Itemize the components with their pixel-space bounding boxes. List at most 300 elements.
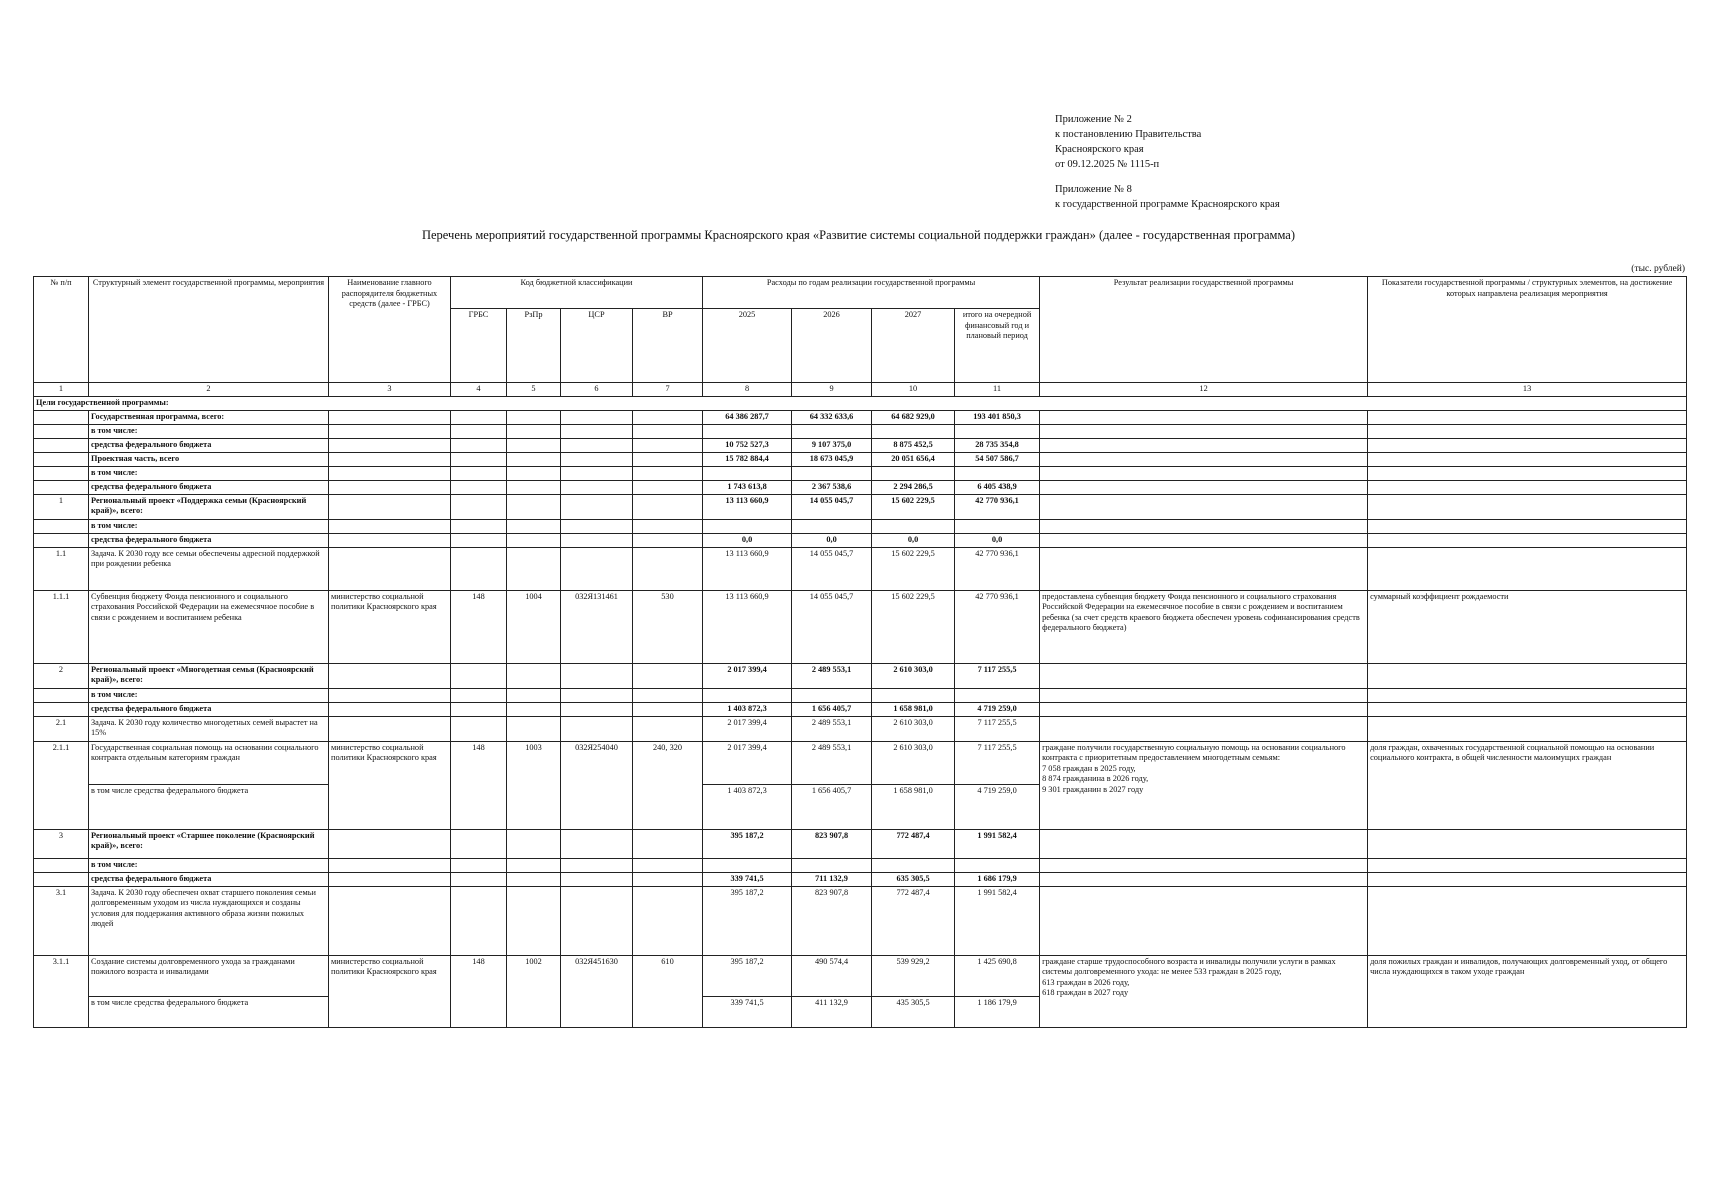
row-total: 193 401 850,3 [955, 410, 1040, 424]
row-element: Региональный проект «Поддержка семьи (Красноярский край)», всего: [89, 494, 329, 519]
table-row [34, 702, 1687, 716]
col-header-grbs-name: Наименование главного распорядителя бюджетных средств (далее - ГРБС) [329, 277, 451, 383]
column-number: 11 [955, 383, 1040, 397]
row-csr [561, 519, 633, 533]
row-element: средства федерального бюджета [89, 480, 329, 494]
row-grbs-name: министерство социальной политики Красноярского края [329, 741, 451, 829]
row-grbs-name [329, 519, 451, 533]
row-element: Государственная программа, всего: [89, 410, 329, 424]
row-grbs-name [329, 410, 451, 424]
col-header-indicators: Показатели государственной программы / структурных элементов, на достижение которых направлена реализация мероприятия [1368, 277, 1687, 383]
col-header-2027: 2027 [872, 309, 955, 383]
row-grbs [451, 480, 507, 494]
row-num: 3.1 [34, 886, 89, 955]
row-rzpr [507, 829, 561, 858]
row-vr: 240, 320 [633, 741, 703, 829]
row-indicator [1368, 533, 1687, 547]
row-num [34, 480, 89, 494]
row-element: в том числе: [89, 688, 329, 702]
row-rzpr [507, 872, 561, 886]
row-vr [633, 872, 703, 886]
row-rzpr: 1004 [507, 590, 561, 663]
row-grbs: 148 [451, 590, 507, 663]
row-rzpr [507, 663, 561, 688]
row-grbs-name [329, 886, 451, 955]
row-rzpr [507, 480, 561, 494]
row-total: 54 507 586,7 [955, 452, 1040, 466]
row-result [1040, 886, 1368, 955]
row-2025: 1 743 613,8 [703, 480, 792, 494]
row-total: 7 117 255,5 [955, 716, 1040, 741]
row-num: 1.1 [34, 547, 89, 590]
row-element: Региональный проект «Старшее поколение (Красноярский край)», всего: [89, 829, 329, 858]
row-2026: 14 055 045,7 [792, 494, 872, 519]
row-grbs [451, 438, 507, 452]
row-csr [561, 533, 633, 547]
row-num [34, 688, 89, 702]
result-text: 618 граждан в 2027 году [1042, 988, 1129, 997]
row-rzpr [507, 438, 561, 452]
row-grbs [451, 829, 507, 858]
row-indicator [1368, 858, 1687, 872]
col-header-2026: 2026 [792, 309, 872, 383]
result-text: 613 граждан в 2026 году, [1042, 977, 1130, 987]
row-vr [633, 886, 703, 955]
row-element: в том числе: [89, 424, 329, 438]
row-total [955, 519, 1040, 533]
row-element: Субвенция бюджету Фонда пенсионного и социального страхования Российской Федерации на ежемесячное пособие в связи с рождением и воспитанием ребенка [89, 590, 329, 663]
row-result [1040, 410, 1368, 424]
row-csr: 032Я254040 [561, 741, 633, 829]
table-row [34, 494, 1687, 519]
row-grbs [451, 466, 507, 480]
row-grbs: 148 [451, 741, 507, 829]
row-2027 [872, 519, 955, 533]
row-2025: 10 752 527,3 [703, 438, 792, 452]
row-element: Создание системы долговременного ухода за гражданами пожилого возраста и инвалидами [89, 955, 329, 996]
row-num [34, 466, 89, 480]
row-2026: 64 332 633,6 [792, 410, 872, 424]
row-2027: 772 487,4 [872, 886, 955, 955]
table-row [34, 886, 1687, 955]
table-row [34, 688, 1687, 702]
row-result [1040, 494, 1368, 519]
row-vr [633, 519, 703, 533]
row-2025: 2 017 399,4 [703, 716, 792, 741]
row-grbs [451, 424, 507, 438]
row-vr [633, 688, 703, 702]
row-grbs [451, 663, 507, 688]
row-vr [633, 858, 703, 872]
row-vr [633, 702, 703, 716]
table-row [34, 829, 1687, 858]
row-rzpr [507, 886, 561, 955]
row-vr [633, 424, 703, 438]
row-total [955, 858, 1040, 872]
row-element: в том числе средства федерального бюджета [89, 996, 329, 1027]
col-header-bk-group: Код бюджетной классификации [451, 277, 703, 309]
table-row [34, 858, 1687, 872]
row-rzpr [507, 466, 561, 480]
row-2026 [792, 688, 872, 702]
row-indicator [1368, 438, 1687, 452]
result-text: 9 301 гражданин в 2027 году [1042, 784, 1144, 794]
row-2027: 15 602 229,5 [872, 590, 955, 663]
row-total: 1 186 179,9 [955, 996, 1040, 1027]
row-num: 3 [34, 829, 89, 858]
row-2026: 823 907,8 [792, 886, 872, 955]
row-csr [561, 702, 633, 716]
row-2026 [792, 424, 872, 438]
row-num [34, 702, 89, 716]
row-grbs-name [329, 688, 451, 702]
table-row [34, 872, 1687, 886]
row-element: в том числе: [89, 466, 329, 480]
row-element: в том числе средства федерального бюджета [89, 784, 329, 829]
row-grbs [451, 452, 507, 466]
row-2027: 0,0 [872, 533, 955, 547]
column-number: 1 [34, 383, 89, 397]
row-result [1040, 452, 1368, 466]
row-csr [561, 829, 633, 858]
row-2027: 2 610 303,0 [872, 716, 955, 741]
row-total: 0,0 [955, 533, 1040, 547]
row-2025 [703, 688, 792, 702]
row-total [955, 688, 1040, 702]
row-2026: 2 489 553,1 [792, 716, 872, 741]
col-header-rzpr: РзПр [507, 309, 561, 383]
row-num [34, 872, 89, 886]
row-csr [561, 480, 633, 494]
col-header-vr: ВР [633, 309, 703, 383]
row-2027 [872, 688, 955, 702]
row-element: средства федерального бюджета [89, 438, 329, 452]
row-2025: 2 017 399,4 [703, 741, 792, 784]
row-element: Региональный проект «Многодетная семья (Красноярский край)», всего: [89, 663, 329, 688]
row-2025: 395 187,2 [703, 886, 792, 955]
row-result [1040, 438, 1368, 452]
row-indicator: доля граждан, охваченных государственной социальной помощью на основании социального контракта, в общей численности малоимущих граждан [1368, 741, 1687, 829]
goals-row: Цели государственной программы: [34, 397, 1687, 411]
row-num: 2.1.1 [34, 741, 89, 829]
row-grbs [451, 688, 507, 702]
row-total: 42 770 936,1 [955, 494, 1040, 519]
row-num [34, 424, 89, 438]
row-2027 [872, 858, 955, 872]
row-2026: 0,0 [792, 533, 872, 547]
row-rzpr [507, 494, 561, 519]
row-grbs: 148 [451, 955, 507, 1027]
row-2025: 339 741,5 [703, 996, 792, 1027]
row-2025: 1 403 872,3 [703, 702, 792, 716]
appendix-line: от 09.12.2025 № 1115-п [1055, 159, 1160, 170]
row-indicator [1368, 872, 1687, 886]
table-row [34, 452, 1687, 466]
row-2025: 1 403 872,3 [703, 784, 792, 829]
row-num [34, 858, 89, 872]
column-number: 9 [792, 383, 872, 397]
row-vr [633, 452, 703, 466]
table-row [34, 466, 1687, 480]
col-header-num: № п/п [34, 277, 89, 383]
row-total: 6 405 438,9 [955, 480, 1040, 494]
table-row [34, 741, 1687, 784]
row-vr: 610 [633, 955, 703, 1027]
appendix-line: Приложение № 8 [1055, 184, 1132, 195]
row-2025: 13 113 660,9 [703, 590, 792, 663]
row-csr [561, 663, 633, 688]
row-total: 42 770 936,1 [955, 547, 1040, 590]
row-grbs-name [329, 533, 451, 547]
result-text: граждане старше трудоспособного возраста и инвалиды получили услуги в рамках системы долговременного ухода: не менее 533 граждан в 2025 году, [1042, 956, 1336, 976]
row-grbs [451, 872, 507, 886]
row-result [1040, 829, 1368, 858]
measures-table [33, 276, 1687, 1028]
row-num: 1 [34, 494, 89, 519]
row-result [1040, 688, 1368, 702]
row-csr [561, 452, 633, 466]
col-header-2025: 2025 [703, 309, 792, 383]
row-rzpr [507, 858, 561, 872]
row-2027: 15 602 229,5 [872, 494, 955, 519]
row-csr [561, 886, 633, 955]
row-grbs [451, 702, 507, 716]
column-number: 12 [1040, 383, 1368, 397]
row-vr [633, 438, 703, 452]
row-rzpr [507, 547, 561, 590]
row-csr [561, 858, 633, 872]
row-2027: 2 294 286,5 [872, 480, 955, 494]
row-indicator [1368, 829, 1687, 858]
row-result [1040, 424, 1368, 438]
row-indicator [1368, 688, 1687, 702]
column-number: 10 [872, 383, 955, 397]
row-2026: 411 132,9 [792, 996, 872, 1027]
table-row [34, 955, 1687, 996]
row-2026: 2 489 553,1 [792, 663, 872, 688]
row-grbs [451, 858, 507, 872]
row-num [34, 452, 89, 466]
row-indicator: суммарный коэффициент рождаемости [1368, 590, 1687, 663]
row-indicator [1368, 663, 1687, 688]
col-header-exp-group: Расходы по годам реализации государственной программы [703, 277, 1040, 309]
row-2025: 395 187,2 [703, 955, 792, 996]
row-num [34, 519, 89, 533]
row-total: 1 991 582,4 [955, 829, 1040, 858]
row-total: 4 719 259,0 [955, 784, 1040, 829]
row-num: 3.1.1 [34, 955, 89, 1027]
row-2025: 2 017 399,4 [703, 663, 792, 688]
row-2026: 2 367 538,6 [792, 480, 872, 494]
row-csr [561, 424, 633, 438]
row-2027: 1 658 981,0 [872, 702, 955, 716]
row-rzpr [507, 452, 561, 466]
column-number: 13 [1368, 383, 1687, 397]
row-indicator [1368, 716, 1687, 741]
row-2027 [872, 466, 955, 480]
row-grbs-name [329, 547, 451, 590]
row-rzpr: 1002 [507, 955, 561, 1027]
unit-label: (тыс. рублей) [1631, 264, 1685, 274]
row-element: Задача. К 2030 году обеспечен охват старшего поколения семьи долговременным уходом из числа нуждающихся и созданы условия для поддержания активного образа жизни пожилых людей [89, 886, 329, 955]
row-indicator [1368, 410, 1687, 424]
row-grbs-name [329, 829, 451, 858]
row-result [1040, 716, 1368, 741]
column-number: 3 [329, 383, 451, 397]
col-header-grbs: ГРБС [451, 309, 507, 383]
row-grbs [451, 547, 507, 590]
row-total: 1 686 179,9 [955, 872, 1040, 886]
column-number: 5 [507, 383, 561, 397]
row-rzpr [507, 424, 561, 438]
row-2026: 2 489 553,1 [792, 741, 872, 784]
table-row [34, 663, 1687, 688]
row-rzpr [507, 519, 561, 533]
row-indicator [1368, 494, 1687, 519]
row-total: 28 735 354,8 [955, 438, 1040, 452]
result-text: граждане получили государственную социальную помощь на основании социального контракта с приоритетным предоставлением многодетным семьям: [1042, 742, 1346, 762]
row-csr: 032Я451630 [561, 955, 633, 1027]
row-vr [633, 547, 703, 590]
row-2026: 18 673 045,9 [792, 452, 872, 466]
row-total [955, 424, 1040, 438]
row-grbs [451, 886, 507, 955]
appendix-line: Красноярского края [1055, 144, 1144, 155]
row-vr [633, 716, 703, 741]
row-2026: 711 132,9 [792, 872, 872, 886]
row-csr [561, 872, 633, 886]
row-csr [561, 716, 633, 741]
row-grbs-name [329, 466, 451, 480]
row-2026: 823 907,8 [792, 829, 872, 858]
result-text: 7 058 граждан в 2025 году, [1042, 763, 1136, 773]
row-indicator [1368, 424, 1687, 438]
row-indicator [1368, 547, 1687, 590]
row-indicator [1368, 886, 1687, 955]
row-total: 7 117 255,5 [955, 741, 1040, 784]
row-2025: 13 113 660,9 [703, 494, 792, 519]
row-result [1040, 519, 1368, 533]
row-indicator [1368, 519, 1687, 533]
row-rzpr [507, 688, 561, 702]
row-total: 4 719 259,0 [955, 702, 1040, 716]
row-total: 1 425 690,8 [955, 955, 1040, 996]
row-2027: 2 610 303,0 [872, 663, 955, 688]
col-header-csr: ЦСР [561, 309, 633, 383]
row-2025: 339 741,5 [703, 872, 792, 886]
row-csr [561, 466, 633, 480]
row-2025: 15 782 884,4 [703, 452, 792, 466]
row-num: 2.1 [34, 716, 89, 741]
row-2027: 635 305,5 [872, 872, 955, 886]
row-result [1040, 702, 1368, 716]
row-2026: 1 656 405,7 [792, 702, 872, 716]
column-number: 6 [561, 383, 633, 397]
row-num [34, 438, 89, 452]
row-vr [633, 533, 703, 547]
row-result [1040, 872, 1368, 886]
row-rzpr: 1003 [507, 741, 561, 829]
row-indicator [1368, 702, 1687, 716]
row-vr [633, 480, 703, 494]
row-num: 1.1.1 [34, 590, 89, 663]
table-row [34, 519, 1687, 533]
row-csr [561, 547, 633, 590]
row-grbs-name: министерство социальной политики Красноярского края [329, 955, 451, 1027]
table-row [34, 716, 1687, 741]
row-grbs-name [329, 858, 451, 872]
column-number-row [34, 383, 1687, 397]
row-result [1040, 533, 1368, 547]
row-2026: 14 055 045,7 [792, 590, 872, 663]
row-result [1040, 741, 1368, 829]
row-2027: 772 487,4 [872, 829, 955, 858]
column-number: 2 [89, 383, 329, 397]
row-result: предоставлена субвенция бюджету Фонда пенсионного и социального страхования Российской Федерации на ежемесячное пособие в связи с рождением и воспитанием ребенка (за счет средств краевого бюджета обеспечен уровень софинансирования средств федерального бюджета) [1040, 590, 1368, 663]
row-num: 2 [34, 663, 89, 688]
row-grbs-name [329, 438, 451, 452]
row-2027: 15 602 229,5 [872, 547, 955, 590]
row-element: Задача. К 2030 году все семьи обеспечены адресной поддержкой при рождении ребенка [89, 547, 329, 590]
appendix-header [1055, 112, 1280, 212]
row-csr [561, 438, 633, 452]
row-grbs-name [329, 424, 451, 438]
row-csr [561, 688, 633, 702]
row-indicator [1368, 480, 1687, 494]
row-element: средства федерального бюджета [89, 533, 329, 547]
row-2026 [792, 519, 872, 533]
col-header-total: итого на очередной финансовый год и плановый период [955, 309, 1040, 383]
row-2027: 435 305,5 [872, 996, 955, 1027]
row-2027: 2 610 303,0 [872, 741, 955, 784]
row-vr [633, 663, 703, 688]
row-2026 [792, 466, 872, 480]
row-2025: 395 187,2 [703, 829, 792, 858]
row-2026: 490 574,4 [792, 955, 872, 996]
row-2027: 20 051 656,4 [872, 452, 955, 466]
row-total [955, 466, 1040, 480]
row-csr [561, 494, 633, 519]
row-2027: 64 682 929,0 [872, 410, 955, 424]
row-grbs [451, 533, 507, 547]
row-element: в том числе: [89, 519, 329, 533]
result-text: 8 874 гражданина в 2026 году, [1042, 774, 1149, 783]
row-result [1040, 466, 1368, 480]
column-number: 4 [451, 383, 507, 397]
row-2025: 0,0 [703, 533, 792, 547]
appendix-line: Приложение № 2 [1055, 114, 1132, 125]
row-2025 [703, 424, 792, 438]
row-2026 [792, 858, 872, 872]
row-element: в том числе: [89, 858, 329, 872]
row-2027: 539 929,2 [872, 955, 955, 996]
table-row [34, 547, 1687, 590]
row-grbs [451, 410, 507, 424]
row-indicator: доля пожилых граждан и инвалидов, получающих долговременный уход, от общего числа нуждающихся в таком уходе граждан [1368, 955, 1687, 1027]
row-rzpr [507, 410, 561, 424]
table-row [34, 438, 1687, 452]
row-vr [633, 410, 703, 424]
row-2025 [703, 466, 792, 480]
row-grbs [451, 519, 507, 533]
row-rzpr [507, 533, 561, 547]
row-result [1040, 955, 1368, 1027]
row-element: Задача. К 2030 году количество многодетных семей вырастет на 15% [89, 716, 329, 741]
row-vr [633, 829, 703, 858]
row-vr [633, 494, 703, 519]
row-result [1040, 663, 1368, 688]
row-2027: 1 658 981,0 [872, 784, 955, 829]
